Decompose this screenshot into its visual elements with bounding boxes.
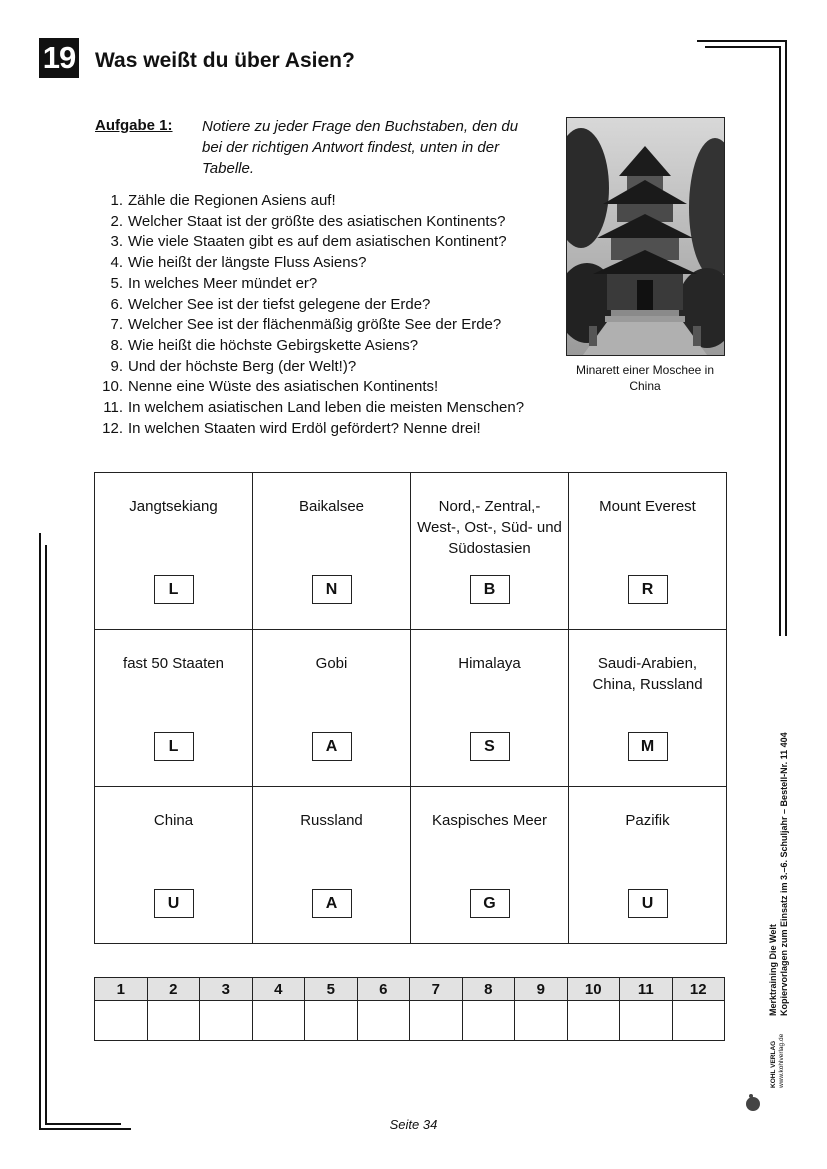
answer-cell	[411, 473, 569, 630]
solution-answer-cell[interactable]	[567, 1001, 620, 1041]
answer-option-text: Russland	[300, 812, 363, 829]
frame-top-line-1	[697, 40, 787, 42]
photo-caption: Minarett einer Moschee in China	[575, 363, 715, 393]
answer-option-text: Himalaya	[458, 655, 521, 672]
answer-option-text: Baikalsee	[298, 498, 365, 515]
question-text: In welchen Staaten wird Erdöl gefördert? Nenne drei!	[128, 419, 481, 437]
answer-grid	[94, 472, 727, 944]
solution-answer-cell[interactable]	[357, 1001, 410, 1041]
page-number: Seite 34	[389, 1117, 438, 1132]
pagoda-photo	[566, 117, 725, 356]
question-number: 3.	[110, 233, 123, 251]
answer-letter-box: L	[154, 575, 194, 604]
question-number: 5.	[110, 274, 123, 292]
grid-row	[95, 630, 727, 787]
solution-answer-cell[interactable]	[462, 1001, 515, 1041]
solution-header-cell: 4	[252, 978, 305, 1001]
question-item	[95, 253, 524, 274]
question-item	[95, 398, 524, 419]
solution-header-cell: 3	[200, 978, 253, 1001]
question-text: In welches Meer mündet er?	[128, 274, 318, 292]
frame-right-line-1	[785, 40, 787, 636]
answer-letter-box: G	[470, 889, 510, 918]
question-number: 7.	[110, 316, 123, 334]
frame-left-line-2	[45, 545, 47, 1125]
question-text: Nenne eine Wüste des asiatischen Kontinents!	[128, 378, 439, 396]
answer-cell	[569, 787, 727, 944]
answer-letter-box: U	[628, 889, 668, 918]
question-item	[95, 295, 524, 316]
answer-cell	[569, 630, 727, 787]
answer-cell	[95, 473, 253, 630]
question-item	[95, 274, 524, 295]
answer-cell	[253, 787, 411, 944]
answer-letter-box: B	[470, 575, 510, 604]
answer-option-text: Mount Everest	[599, 498, 696, 515]
question-number: 1.	[110, 192, 123, 209]
solution-header-cell: 11	[620, 978, 673, 1001]
solution-answer-cell[interactable]	[305, 1001, 358, 1041]
frame-right-line-2	[779, 46, 781, 636]
answer-option-text: fast 50 Staaten	[123, 655, 224, 672]
solution-header-cell: 10	[567, 978, 620, 1001]
question-text: Welcher See ist der flächenmäßig größte See der Erde?	[128, 316, 502, 334]
frame-left-line-1	[39, 533, 41, 1130]
question-text: Welcher See ist der tiefst gelegene der Erde?	[128, 295, 431, 313]
answer-cell	[95, 630, 253, 787]
answer-letter-box: L	[154, 732, 194, 761]
answer-cell	[95, 787, 253, 944]
page-title: Was weißt du über Asien?	[95, 49, 355, 72]
solution-header-cell: 9	[515, 978, 568, 1001]
solution-answer-row	[95, 1001, 725, 1041]
answer-cell	[253, 630, 411, 787]
solution-header-cell: 12	[672, 978, 725, 1001]
question-number: 2.	[110, 212, 123, 230]
question-item	[95, 232, 524, 253]
solution-answer-cell[interactable]	[672, 1001, 725, 1041]
apple-logo-icon	[745, 1084, 781, 1116]
solution-answer-cell[interactable]	[200, 1001, 253, 1041]
question-item	[95, 419, 524, 440]
answer-option-text: Nord,- Zentral,- West-, Ost-, Süd- und Südostasien	[417, 498, 562, 557]
question-text: In welchem asiatischen Land leben die meisten Menschen?	[128, 399, 525, 417]
question-text: Wie heißt die höchste Gebirgskette Asiens?	[128, 336, 419, 354]
task-label: Aufgabe 1:	[95, 117, 173, 134]
question-item	[95, 212, 524, 233]
grid-row	[95, 473, 727, 630]
side-series-title: Merktraining Die Welt	[768, 924, 778, 1016]
question-text: Und der höchste Berg (der Welt!)?	[128, 357, 357, 375]
solution-header-cell: 5	[305, 978, 358, 1001]
answer-letter-box: N	[312, 575, 352, 604]
solution-header-cell: 2	[147, 978, 200, 1001]
pagoda-illustration	[567, 118, 724, 355]
answer-option-text: Gobi	[315, 655, 348, 672]
solution-answer-cell[interactable]	[147, 1001, 200, 1041]
question-item	[95, 357, 524, 378]
answer-cell	[569, 473, 727, 630]
question-number: 9.	[110, 357, 123, 375]
frame-top-line-2	[705, 46, 781, 48]
solution-answer-cell[interactable]	[515, 1001, 568, 1041]
side-publication-info	[768, 696, 790, 1016]
question-number: 12.	[102, 419, 123, 437]
question-number: 4.	[110, 254, 123, 272]
answer-letter-box: R	[628, 575, 668, 604]
solution-answer-cell[interactable]	[252, 1001, 305, 1041]
answer-option-text: China	[153, 812, 194, 829]
task-instructions: Notiere zu jeder Frage den Buchstaben, den du bei der richtigen Antwort findest, unten in der Tabelle.	[202, 118, 519, 177]
question-item	[95, 191, 524, 212]
question-list	[95, 191, 524, 439]
question-text: Welcher Staat ist der größte des asiatischen Kontinents?	[128, 212, 506, 230]
question-item	[95, 315, 524, 336]
question-item	[95, 336, 524, 357]
solution-header-cell: 1	[95, 978, 148, 1001]
publisher-url: www.kohlverlag.de	[778, 1033, 785, 1088]
solution-header-cell: 8	[462, 978, 515, 1001]
question-text: Wie heißt der längste Fluss Asiens?	[128, 254, 367, 272]
solution-answer-cell[interactable]	[95, 1001, 148, 1041]
worksheet-number-badge: 19	[39, 38, 79, 78]
answer-letter-box: U	[154, 889, 194, 918]
side-order-info: Kopiervorlagen zum Einsatz im 3.–6. Schuljahr – Bestell-Nr. 11 404	[779, 732, 789, 1016]
answer-option-text: Jangtsekiang	[129, 498, 218, 515]
publisher-text	[770, 1034, 786, 1088]
question-text: Zähle die Regionen Asiens auf!	[128, 192, 336, 209]
question-number: 6.	[110, 295, 123, 313]
answer-option-text: Kaspisches Meer	[431, 812, 548, 829]
question-number: 10.	[102, 378, 123, 396]
answer-cell	[253, 473, 411, 630]
publisher-logo	[745, 1084, 781, 1116]
answer-cell	[411, 630, 569, 787]
publisher-name: KOHL VERLAG	[770, 1040, 777, 1088]
question-number: 8.	[110, 336, 123, 354]
answer-letter-box: A	[312, 889, 352, 918]
question-item	[95, 377, 524, 398]
solution-answer-cell[interactable]	[410, 1001, 463, 1041]
solution-table	[94, 977, 725, 1041]
solution-answer-cell[interactable]	[620, 1001, 673, 1041]
question-number: 11.	[103, 399, 123, 417]
answer-cell	[411, 787, 569, 944]
answer-option-text: Saudi-Arabien, China, Russland	[592, 655, 703, 693]
answer-letter-box: A	[312, 732, 352, 761]
question-text: Wie viele Staaten gibt es auf dem asiatischen Kontinent?	[128, 233, 507, 251]
solution-header-row	[95, 978, 725, 1001]
answer-letter-box: S	[470, 732, 510, 761]
grid-row	[95, 787, 727, 944]
solution-header-cell: 7	[410, 978, 463, 1001]
answer-option-text: Pazifik	[625, 812, 670, 829]
answer-letter-box: M	[628, 732, 668, 761]
solution-header-cell: 6	[357, 978, 410, 1001]
